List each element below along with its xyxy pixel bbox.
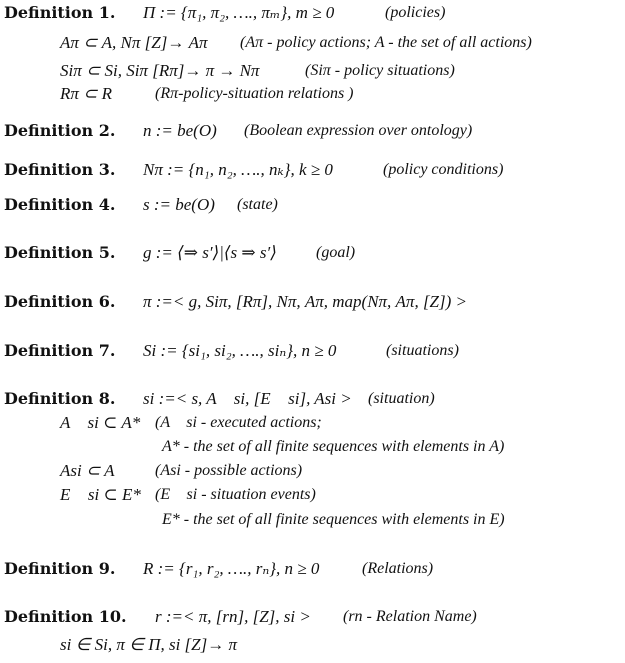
definition-math: Nπ := {n₁, n₂, …., nₖ}, k ≥ 0: [143, 160, 333, 179]
sub-comment: (Asi - possible actions): [155, 462, 303, 479]
definition-math: r :=< π, [rn], [Z], si >: [155, 607, 311, 626]
definition-label: Definition 2.: [4, 121, 116, 140]
definition-math: π :=< g, Siπ, [Rπ], Nπ, Aπ, map(Nπ, Aπ, [Z]) >: [143, 292, 468, 311]
sub-comment: E* - the set of all finite sequences with elements in E): [162, 511, 505, 528]
definition-math: si :=< s, A ⃖si, [E ⃖si], Asi >: [143, 389, 352, 408]
definition-label: Definition 9.: [4, 559, 116, 578]
sub-math: Asi ⊂ A: [60, 461, 115, 480]
definition-label: Definition 7.: [4, 341, 116, 360]
sub-comment: (E ⃖si - situation events): [155, 486, 316, 503]
sub-math: Aπ ⊂ A, Nπ [Z]→ Aπ: [60, 33, 208, 52]
definition-label: Definition 10.: [4, 607, 127, 626]
definition-math: n := be(O): [143, 121, 217, 140]
definition-comment: (state): [237, 196, 278, 213]
definition-label: Definition 8.: [4, 389, 116, 408]
definition-math: Si := {si₁, si₂, …., siₙ}, n ≥ 0: [143, 341, 337, 360]
definition-label: Definition 6.: [4, 292, 116, 311]
sub-comment: (Rπ-policy-situation relations ): [155, 85, 354, 102]
definition-comment: (policy conditions): [383, 161, 504, 178]
sub-comment: (A ⃖si - executed actions;: [155, 414, 322, 431]
definition-label: Definition 5.: [4, 243, 116, 262]
definition-label: Definition 4.: [4, 195, 116, 214]
definition-comment: (policies): [385, 4, 446, 21]
sub-math: Siπ ⊂ Si, Siπ [Rπ]→ π → Nπ: [60, 61, 260, 80]
sub-math: Rπ ⊂ R: [60, 84, 113, 103]
definition-comment: (goal): [316, 244, 356, 261]
sub-comment: (Aπ - policy actions; A - the set of all actions): [240, 34, 532, 51]
sub-math: E ⃖si ⊂ E*: [60, 485, 141, 504]
definition-comment: (Relations): [362, 560, 434, 577]
definition-math: R := {r₁, r₂, …., rₙ}, n ≥ 0: [143, 559, 320, 578]
definition-label: Definition 3.: [4, 160, 116, 179]
definition-label: Definition 1.: [4, 3, 116, 22]
definition-comment: (situations): [386, 342, 459, 359]
definition-comment: (situation): [368, 390, 435, 407]
definition-comment: (rn - Relation Name): [343, 608, 477, 625]
sub-math: A ⃖si ⊂ A*: [60, 413, 141, 432]
definition-math: Π := {π₁, π₂, …., πₘ}, m ≥ 0: [143, 3, 335, 22]
definition-math: g := ⟨⇒ s′⟩|⟨s ⇒ s′⟩: [143, 243, 277, 262]
definition-comment: (Boolean expression over ontology): [244, 122, 473, 139]
sub-comment: (Siπ - policy situations): [305, 62, 455, 79]
definition-math: s := be(O): [143, 195, 215, 214]
sub-comment: A* - the set of all finite sequences with elements in A): [162, 438, 505, 455]
sub-math: si ∈ Si, π ∈ Π, si [Z]→ π: [60, 635, 238, 654]
